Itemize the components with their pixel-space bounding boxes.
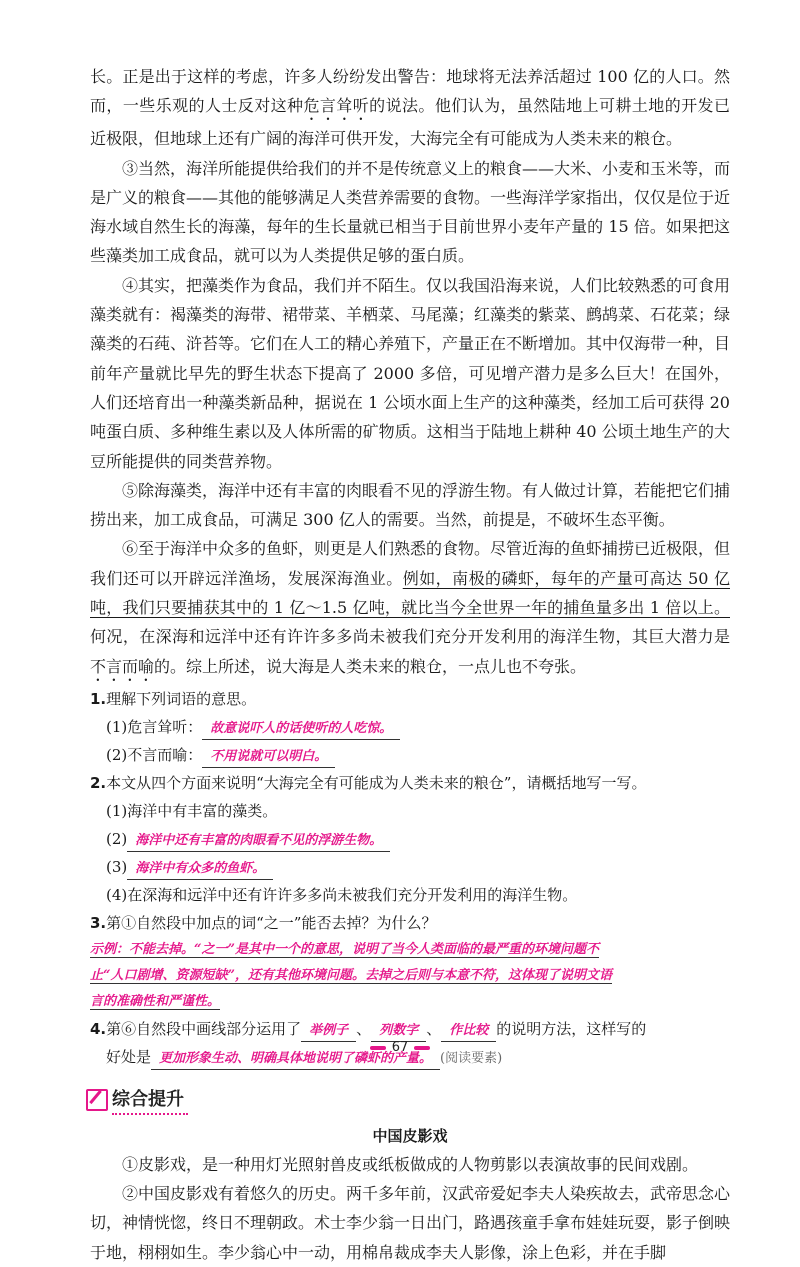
page-number-text: 67	[391, 1040, 409, 1055]
pencil-icon	[86, 1089, 108, 1111]
answer-text[interactable]: 海洋中有众多的鱼虾。	[127, 859, 273, 880]
question-text: 好处是	[106, 1047, 152, 1066]
text: 的。综上所述，说大海是人类未来的粮仓，一点儿也不夸张。	[154, 656, 587, 676]
paragraph-6	[90, 534, 730, 684]
question-1	[90, 685, 730, 713]
question-2	[90, 769, 730, 797]
question-3	[90, 909, 730, 937]
answer-text[interactable]: 举例子	[301, 1021, 356, 1042]
section-title: 综合提升	[112, 1085, 188, 1115]
question-text: 的说明方法，这样写的	[496, 1019, 647, 1038]
decorative-bar	[414, 1046, 430, 1050]
question-text: 第⑥自然段中画线部分运用了	[106, 1019, 302, 1038]
answer-line: 言的准确性和严谨性。	[90, 993, 221, 1009]
article2-paragraph-2: ②中国皮影戏有着悠久的历史。两千多年前，汉武帝爱妃李夫人染疾故去，武帝思念心切，神情恍惚，终日不理朝政。术士李少翁一日出门，路遇孩童手拿布娃娃玩耍，影子倒映于地，栩栩如生。李少翁心中一动，用棉帛裁成李夫人影像，涂上色彩，并在手脚	[90, 1183, 731, 1262]
question-text: 第①自然段中加点的词“之一”能否去掉？为什么？	[106, 913, 437, 932]
question-number: 1.	[90, 689, 107, 708]
article2-paragraph-1: ①皮影戏，是一种用灯光照射兽皮或纸板做成的人物剪影以表演故事的民间戏剧。	[122, 1154, 699, 1174]
text: ⑥至于海洋中众多的鱼虾，则更是人们熟悉的食物。尽管近海的鱼虾捕捞已近极限，但我们还可以开辟远洋渔场，发展深海渔业。	[90, 539, 731, 588]
dotted-term: 不言而喻	[90, 656, 155, 676]
q2-item-3	[90, 853, 730, 881]
paragraph-3: ③当然，海洋所能提供给我们的并不是传统意义上的粮食——大米、小麦和玉米等，而是广义的粮食——其他的能够满足人类营养需要的食物。一些海洋学家指出，仅仅是位于近海水域自然生长的海藻，每年的生长量就已相当于目前世界小麦年产量的 15 倍。如果把这些藻类加工成食品，就可以为人类提供足够的蛋白质。	[90, 158, 731, 266]
q1-item-a	[90, 713, 730, 741]
answer-line: 止“人口剧增、资源短缺”，还有其他环境问题。去掉之后则与本意不符，这体现了说明文语	[90, 967, 612, 983]
q1-item-b	[90, 741, 730, 769]
answer-text[interactable]: 海洋中还有丰富的肉眼看不见的浮游生物。	[127, 831, 390, 852]
section-header	[86, 1085, 730, 1115]
tag-label: (阅读要素)	[440, 1050, 503, 1066]
dotted-term: 危言耸听	[303, 96, 370, 116]
paragraph-5: ⑤除海藻类，海洋中还有丰富的肉眼看不见的浮游生物。有人做过计算，若能把它们捕捞出来，加工成食品，可满足 300 亿人的需要。当然，前提是，不破坏生态平衡。	[90, 480, 731, 530]
q2-item-2	[90, 825, 730, 853]
answer-text[interactable]: 更加形象生动、明确具体地说明了磷虾的产量。	[151, 1049, 440, 1070]
answer-text[interactable]: 作比较	[441, 1021, 496, 1042]
q2-item-1: (1)海洋中有丰富的藻类。	[106, 801, 278, 820]
text: 的说法。他们认为，虽然陆地上可耕土地的开发已近极限，但地球上还有广阔的海洋可供开发，大海完全有可能成为人类未来的粮仓。	[90, 96, 730, 149]
question-text: 理解下列词语的意思。	[106, 689, 257, 708]
question-text: 本文从四个方面来说明“大海完全有可能成为人类未来的粮仓”，请概括地写一写。	[106, 773, 647, 792]
separator: 、	[426, 1019, 442, 1038]
paragraph-2	[90, 62, 730, 154]
question-4	[90, 1015, 730, 1043]
separator: 、	[356, 1019, 372, 1038]
answer-line: 示例：不能去掉。“之一”是其中一个的意思，说明了当今人类面临的最严重的环境问题不	[90, 941, 599, 957]
paragraph-4: ④其实，把藻类作为食品，我们并不陌生。仅以我国沿海来说，人们比较熟悉的可食用藻类就有：褐藻类的海带、裙带菜、羊栖菜、马尾藻；红藻类的紫菜、鹧鸪菜、石花菜；绿藻类的石莼、浒苔等。它们在人工的精心养殖下，产量正在不断增加。其中仅海带一种，目前年产量就比早先的野生状态下提高了 2000 多倍，可见增产潜力是多么巨大！在国外，人们还培育出一种藻类新品种，据说在 1 公顷水面上生产的这种藻类，经加工后可获得 20 吨蛋白质、多种维生素以及人体所需的矿物质。这相当于陆地上耕种 40 公顷土地生产的大豆所能提供的同类营养物。	[90, 275, 731, 471]
page-content	[90, 62, 730, 1267]
question-number: 4.	[90, 1019, 107, 1038]
item-label: (2)	[106, 829, 128, 848]
item-label: (2)不言而喻：	[106, 745, 203, 764]
decorative-bar	[370, 1046, 386, 1050]
page-number	[0, 1040, 800, 1055]
question-number: 3.	[90, 913, 107, 932]
question-number: 2.	[90, 773, 107, 792]
item-label: (3)	[106, 857, 128, 876]
q3-answer[interactable]	[90, 937, 730, 1015]
q2-item-4: (4)在深海和远洋中还有许许多多尚未被我们充分开发利用的海洋生物。	[106, 885, 578, 904]
answer-text[interactable]: 故意说吓人的话使听的人吃惊。	[202, 719, 400, 740]
answer-text[interactable]: 不用说就可以明白。	[202, 747, 335, 768]
item-label: (1)危言耸听：	[106, 717, 203, 736]
answer-text[interactable]: 列数字	[371, 1021, 426, 1042]
text: 长。正是出于这样的考虑，许多人纷纷发出警告：地球将无法养活超过 100 亿的人口。然而，一些乐观的人士反对这种	[90, 67, 730, 116]
underlined-text: 例如，南极的磷虾，每年的产量可高达 50 亿吨，我们只要捕获其中的 1 亿～1.5 亿吨，就比当今全世界一年的捕鱼量多出 1 倍以上。	[90, 568, 730, 618]
article-title: 中国皮影戏	[372, 1126, 448, 1145]
text: 何况，在深海和远洋中还有许许多多尚未被我们充分开发利用的海洋生物，其巨大潜力是	[90, 627, 730, 647]
